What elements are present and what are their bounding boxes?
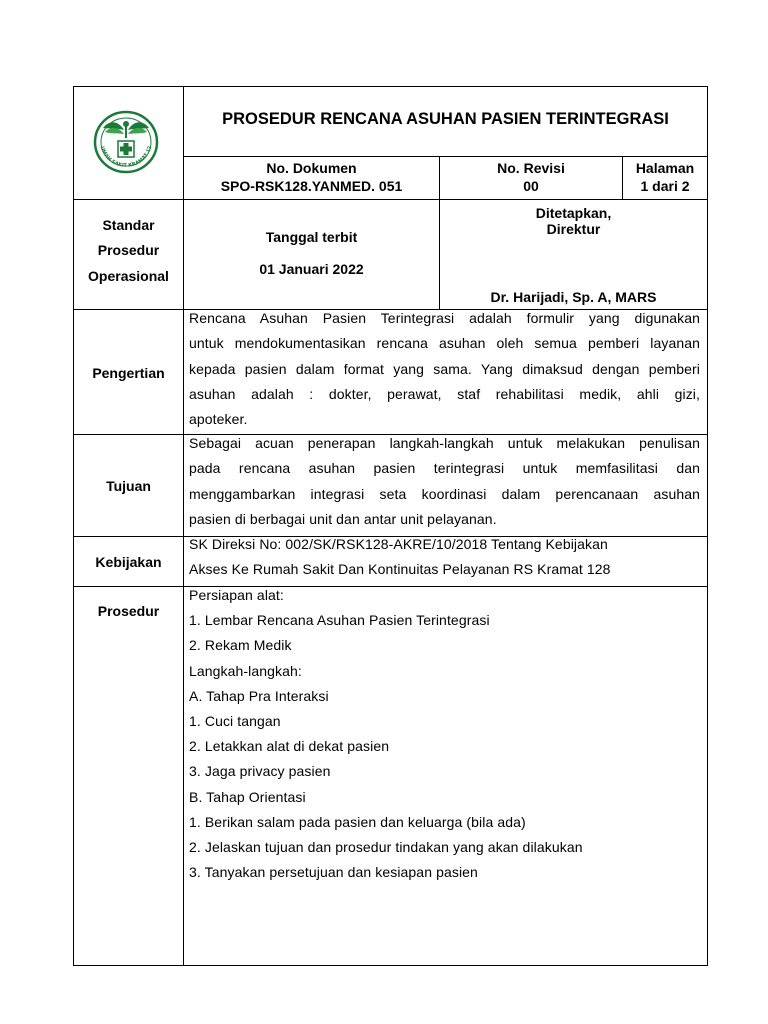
- kebijakan-line: Akses Ke Rumah Sakit Dan Kontinuitas Pelayanan RS Kramat 128: [189, 561, 611, 578]
- revision-value: 00: [523, 178, 539, 194]
- table-border-right: [707, 86, 708, 966]
- kebijakan-text: [189, 532, 700, 583]
- prosedur-line: 3. Jaga privacy pasien: [189, 763, 331, 780]
- prosedur-label: Prosedur: [97, 603, 160, 619]
- prosedur-line: 1. Lembar Rencana Asuhan Pasien Terintegrasi: [189, 612, 490, 629]
- page-label: Halaman: [635, 160, 695, 176]
- prosedur-line: B. Tahap Orientasi: [189, 788, 306, 805]
- pengertian-line: apoteker.: [189, 411, 248, 428]
- prosedur-list: [189, 583, 700, 885]
- prosedur-line: Persiapan alat:: [189, 587, 284, 603]
- tujuan-line: pasien di berbagai unit dan antar unit pelayanan.: [189, 510, 497, 527]
- table-border-top: [73, 86, 708, 87]
- tujuan-line: pada rencana asuhan pasien terintegrasi untuk memfasilitasi dan: [189, 460, 700, 477]
- divider-header: [73, 199, 708, 200]
- prosedur-line: Langkah-langkah:: [189, 662, 302, 679]
- prosedur-line: A. Tahap Pra Interaksi: [189, 687, 329, 704]
- page-value: 1 dari 2: [640, 178, 690, 194]
- page-title: PROSEDUR RENCANA ASUHAN PASIEN TERINTEGRASI: [222, 110, 669, 128]
- pengertian-line: kepada pasien dalam format yang sama. Yang dimaksud dengan pemberi: [189, 360, 700, 377]
- logo-text: UMAH SAKIT KRAMAT 12: [98, 145, 154, 169]
- tujuan-text: [189, 431, 700, 532]
- divider-title: [183, 156, 708, 157]
- pengertian-line: untuk mendokumentasikan rencana asuhan oleh semua pemberi layanan: [189, 335, 700, 352]
- prosedur-line: 3. Tanyakan persetujuan dan kesiapan pasien: [189, 864, 478, 881]
- sop-label-line-2: Prosedur: [97, 242, 160, 258]
- pengertian-label: Pengertian: [92, 365, 165, 381]
- pengertian-line: asuhan adalah : dokter, perawat, staf rehabilitasi medik, ahli gizi,: [189, 385, 700, 402]
- doc-number-value: SPO-RSK128.YANMED. 051: [220, 178, 403, 194]
- approved-label: Ditetapkan,: [535, 205, 612, 221]
- hospital-logo: [91, 108, 161, 174]
- prosedur-line: 2. Rekam Medik: [189, 637, 292, 654]
- doc-number-label: No. Dokumen: [266, 160, 357, 176]
- approver-title: Direktur: [546, 221, 601, 237]
- tujuan-label: Tujuan: [106, 478, 151, 494]
- kebijakan-line: SK Direksi No: 002/SK/RSK128-AKRE/10/2018 Tentang Kebijakan: [189, 536, 608, 552]
- prosedur-line: 1. Cuci tangan: [189, 713, 281, 730]
- approver-name: Dr. Harijadi, Sp. A, MARS: [490, 289, 657, 305]
- pengertian-line: Rencana Asuhan Pasien Terintegrasi adalah formulir yang digunakan: [189, 310, 700, 326]
- kebijakan-label: Kebijakan: [95, 554, 162, 570]
- prosedur-line: 2. Letakkan alat di dekat pasien: [189, 738, 390, 755]
- tujuan-line: Sebagai acuan penerapan langkah-langkah untuk melakukan penulisan: [189, 435, 700, 451]
- pengertian-text: [189, 306, 700, 432]
- revision-label: No. Revisi: [497, 160, 565, 176]
- sop-label-line-1: Standar: [102, 217, 155, 233]
- prosedur-line: 2. Jelaskan tujuan dan prosedur tindakan yang akan dilakukan: [189, 839, 583, 856]
- issue-date-value: 01 Januari 2022: [259, 261, 364, 277]
- label-column-divider: [183, 86, 184, 966]
- prosedur-line: 1. Berikan salam pada pasien dan keluarga (bila ada): [189, 813, 526, 830]
- issue-date-label: Tanggal terbit: [265, 229, 358, 245]
- sop-label-line-3: Operasional: [88, 268, 169, 284]
- table-border-bottom: [73, 965, 708, 966]
- tujuan-line: menggambarkan integrasi seta koordinasi dalam perencanaan asuhan: [189, 485, 700, 502]
